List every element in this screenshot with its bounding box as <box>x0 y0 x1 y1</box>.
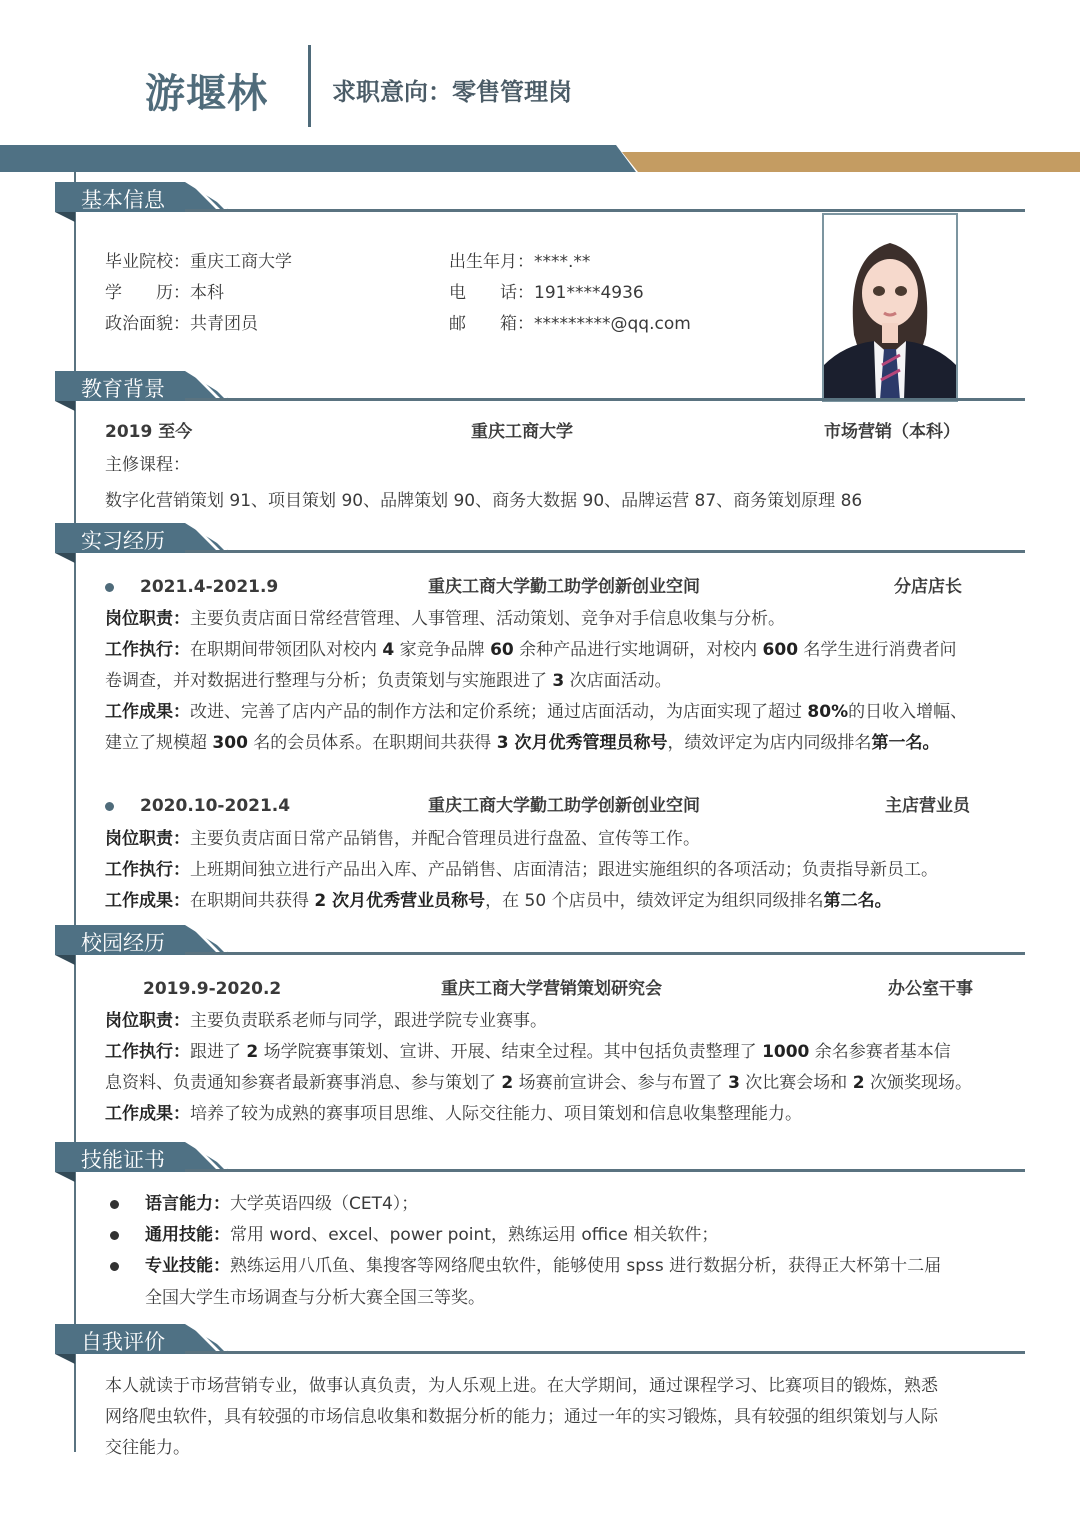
campus-exec-line2: 息资料、负责通知参赛者最新赛事消息、参与策划了 2 场赛前宣讲会、参与布置了 3 次比赛会场和 2 次颁奖现场。 <box>105 1073 972 1093</box>
job-objective: 求职意向：零售管理岗 <box>332 78 572 106</box>
basic-phone: 电 话：191****4936 <box>449 283 644 303</box>
section-title: 实习经历 <box>81 529 165 553</box>
section-header-self-eval <box>55 1324 1025 1360</box>
bullet-icon <box>110 1262 119 1271</box>
edu-school: 重庆工商大学 <box>471 422 573 442</box>
section-rule <box>185 209 1025 212</box>
section-title: 基本信息 <box>81 188 165 212</box>
edu-courses-label: 主修课程： <box>105 455 190 475</box>
section-title: 自我评价 <box>81 1330 165 1354</box>
bullet-icon <box>105 802 114 811</box>
intern1-exec-line2: 卷调查，并对数据进行整理与分析；负责策划与实施跟进了 3 次店面活动。 <box>105 671 672 691</box>
bullet-icon <box>105 583 114 592</box>
intern1-result-line2: 建立了规模超 300 名的会员体系。在职期间共获得 3 次月优秀管理员称号，绩效评定为店内同级排名第一名。 <box>105 733 940 753</box>
section-title: 校园经历 <box>81 931 165 955</box>
campus-duty: 岗位职责：主要负责联系老师与同学，跟进学院专业赛事。 <box>105 1011 547 1031</box>
section-header-skills <box>55 1142 1025 1178</box>
self-eval-line: 交往能力。 <box>105 1438 190 1458</box>
bullet-icon <box>110 1231 119 1240</box>
campus-period: 2019.9-2020.2 <box>143 979 282 999</box>
section-rule <box>185 550 1025 553</box>
intern2-role: 主店营业员 <box>885 796 970 816</box>
edu-major: 市场营销（本科） <box>824 422 960 442</box>
section-fold <box>55 212 75 222</box>
self-eval-line: 网络爬虫软件，具有较强的市场信息收集和数据分析的能力；通过一年的实习锻炼，具有较强的组织策划与人际 <box>105 1407 938 1427</box>
intern2-duty: 岗位职责：主要负责店面日常产品销售，并配合管理员进行盘盈、宣传等工作。 <box>105 829 700 849</box>
section-fold <box>55 1354 75 1364</box>
intern1-duty: 岗位职责：主要负责店面日常经营管理、人事管理、活动策划、竞争对手信息收集与分析。 <box>105 609 785 629</box>
section-rule <box>185 952 1025 955</box>
intern1-org: 重庆工商大学勤工助学创新创业空间 <box>428 577 700 597</box>
intern2-period: 2020.10-2021.4 <box>105 796 290 816</box>
section-fold <box>55 1172 75 1182</box>
section-fold <box>55 401 75 411</box>
campus-role: 办公室干事 <box>888 979 973 999</box>
basic-politics: 政治面貌：共青团员 <box>105 314 258 334</box>
skill-item: 专业技能：熟练运用八爪鱼、集搜客等网络爬虫软件，能够使用 spss 进行数据分析，获得正大杯第十二届 <box>110 1256 941 1276</box>
intern1-result: 工作成果：改进、完善了店内产品的制作方法和定价系统；通过店面活动，为店面实现了超过 80%的日收入增幅、 <box>105 702 968 722</box>
intern1-period: 2021.4-2021.9 <box>105 577 278 597</box>
edu-courses: 数字化营销策划 91、项目策划 90、品牌策划 90、商务大数据 90、品牌运营 87、商务策划原理 86 <box>105 491 863 511</box>
section-header-education <box>55 371 1025 407</box>
skill-item: 通用技能：常用 word、excel、power point，熟练运用 office 相关软件； <box>110 1225 718 1245</box>
basic-degree: 学 历：本科 <box>105 283 224 303</box>
basic-school: 毕业院校：重庆工商大学 <box>105 252 292 272</box>
section-header-internship <box>55 523 1025 559</box>
section-rule <box>185 1169 1025 1172</box>
bullet-icon <box>110 1200 119 1209</box>
section-fold <box>55 955 75 965</box>
section-rule <box>185 398 1025 401</box>
intern2-org: 重庆工商大学勤工助学创新创业空间 <box>428 796 700 816</box>
intern2-result: 工作成果：在职期间共获得 2 次月优秀营业员称号，在 50 个店员中，绩效评定为组织同级排名第二名。 <box>105 891 892 911</box>
section-rule <box>185 1351 1025 1354</box>
candidate-name: 游堰林 <box>145 71 268 117</box>
section-fold <box>55 553 75 563</box>
left-timeline-rail <box>74 172 76 1452</box>
header-band-blue <box>0 145 636 172</box>
header-band-gold <box>622 152 1080 172</box>
basic-email: 邮 箱：*********@qq.com <box>449 314 691 334</box>
campus-result: 工作成果：培养了较为成熟的赛事项目思维、人际交往能力、项目策划和信息收集整理能力。 <box>105 1104 802 1124</box>
section-header-campus <box>55 925 1025 961</box>
section-title: 技能证书 <box>81 1148 165 1172</box>
intern2-exec: 工作执行：上班期间独立进行产品出入库、产品销售、店面清洁；跟进实施组织的各项活动；负责指导新员工。 <box>105 860 938 880</box>
intern1-exec: 工作执行：在职期间带领团队对校内 4 家竞争品牌 60 余种产品进行实地调研，对校内 600 名学生进行消费者问 <box>105 640 957 660</box>
campus-exec: 工作执行：跟进了 2 场学院赛事策划、宣讲、开展、结束全过程。其中包括负责整理了 1000 余名参赛者基本信 <box>105 1042 951 1062</box>
header-divider <box>308 45 311 127</box>
basic-birth: 出生年月：****.** <box>449 252 591 272</box>
section-title: 教育背景 <box>81 377 165 401</box>
campus-org: 重庆工商大学营销策划研究会 <box>441 979 662 999</box>
skill-item-continuation: 全国大学生市场调查与分析大赛全国三等奖。 <box>145 1288 485 1308</box>
self-eval-line: 本人就读于市场营销专业，做事认真负责，为人乐观上进。在大学期间，通过课程学习、比赛项目的锻炼，熟悉 <box>105 1376 938 1396</box>
skill-item: 语言能力：大学英语四级（CET4）； <box>110 1194 418 1214</box>
edu-period: 2019 至今 <box>105 422 193 442</box>
intern1-role: 分店店长 <box>894 577 962 597</box>
